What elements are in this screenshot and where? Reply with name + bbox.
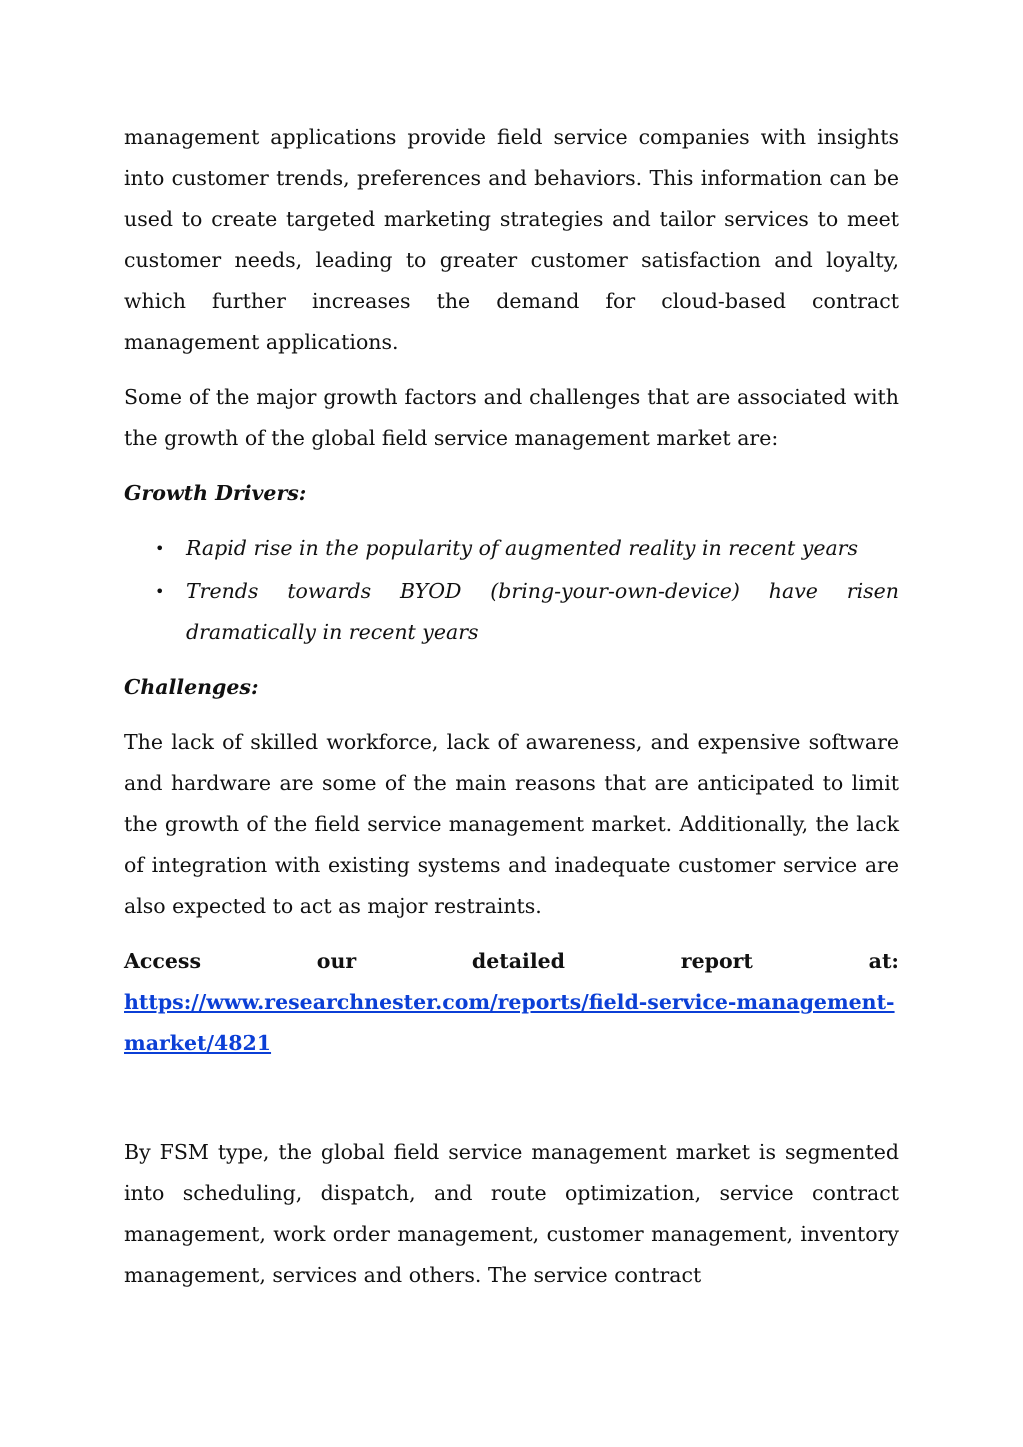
access-word: our	[316, 949, 357, 973]
intro-paragraph: management applications provide field service companies with insights into customer trends, preferences and behaviors. This information can be used to create targeted marketing strategies and tailor services to meet customer needs, leading to greater customer satisfaction and loyalty, which further increases the demand for cloud-based contract management applications.	[124, 125, 899, 354]
bullet-icon: •	[155, 539, 165, 558]
access-word: Access	[124, 949, 201, 973]
report-link[interactable]: https://www.researchnester.com/reports/field-service-management-market/4821	[124, 990, 895, 1055]
list-item	[155, 571, 899, 653]
access-word: report	[680, 949, 753, 973]
growth-driver-text: Trends towards BYOD (bring-your-own-device) have risen dramatically in recent years	[186, 579, 899, 644]
growth-drivers-heading: Growth Drivers:	[124, 481, 307, 505]
challenges-paragraph: The lack of skilled workforce, lack of awareness, and expensive software and hardware are some of the main reasons that are anticipated to limit the growth of the field service management market. Additionally, the lack of integration with existing systems and inadequate customer service are also expected to act as major restraints.	[124, 730, 899, 918]
challenges-heading: Challenges:	[124, 675, 259, 699]
growth-drivers-list	[124, 528, 899, 653]
list-item	[155, 528, 899, 569]
growth-driver-text: Rapid rise in the popularity of augmented reality in recent years	[186, 536, 859, 560]
access-report-line	[124, 941, 899, 982]
access-word: at:	[868, 949, 899, 973]
access-word: detailed	[471, 949, 566, 973]
spacer	[124, 1064, 899, 1132]
factors-paragraph: Some of the major growth factors and challenges that are associated with the growth of the global field service management market are:	[124, 385, 899, 450]
document-page	[124, 117, 899, 1296]
segment-paragraph: By FSM type, the global field service management market is segmented into scheduling, dispatch, and route optimization, service contract management, work order management, customer management, inventory management, services and others. The service contract	[124, 1140, 899, 1287]
bullet-icon: •	[155, 582, 165, 601]
